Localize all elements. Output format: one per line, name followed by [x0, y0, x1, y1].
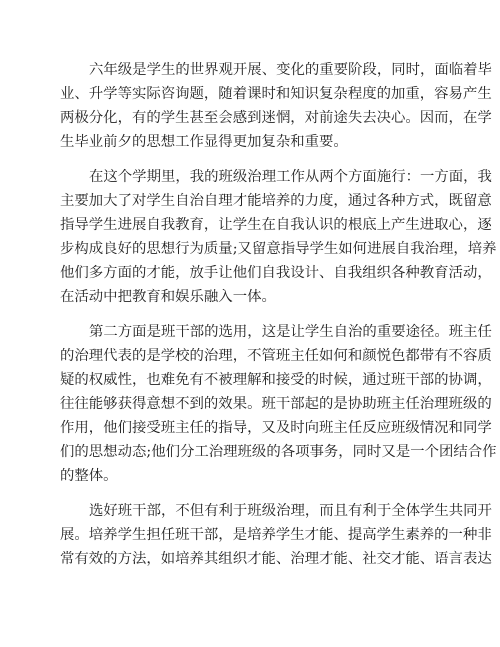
text-line: 在这个学期里，我的班级治理工作从两个方面施行：一方面，我 [89, 169, 492, 185]
text-line: 第二方面是班干部的选用，这是让学生自治的重要途径。班主任 [89, 324, 492, 340]
text-line: 选好班干部，不但有利于班级治理，而且有利于全体学生共同开 [89, 503, 492, 519]
text-line: 展。培养学生担任班干部，是培养学生才能、提高学生素养的一种非 [60, 527, 492, 543]
text-line: 业、升学等实际咨询题，随着课时和知识复杂程度的加重，容易产生 [60, 86, 492, 102]
text-line: 指导学生进展自我教育，让学生在自我认识的根底上产生进取心，逐 [60, 217, 492, 233]
paragraph-4 [60, 499, 492, 571]
paragraph-3 [60, 320, 497, 488]
text-line: 主要加大了对学生自治自理才能培养的力度，通过各种方式，既留意 [60, 193, 492, 209]
text-line: 的整体。 [60, 468, 118, 484]
text-line: 往往能够获得意想不到的效果。班干部起的是协助班主任治理班级的 [60, 396, 492, 412]
paragraph-1 [60, 58, 492, 154]
text-line: 在活动中把教育和娱乐融入一体。 [60, 289, 276, 305]
text-line: 两极分化，有的学生甚至会感到迷惘，对前途失去决心。因而，在学 [60, 110, 492, 126]
text-line: 生毕业前夕的思想工作显得更加复杂和重要。 [60, 134, 348, 150]
document-body [60, 58, 497, 582]
text-line: 们的思想动态;他们分工治理班级的各项事务，同时又是一个团结合作 [60, 444, 497, 460]
text-line: 步构成良好的思想行为质量;又留意指导学生如何进展自我治理，培养 [60, 241, 497, 257]
text-line: 常有效的方法，如培养其组织才能、治理才能、社交才能、语言表达 [60, 551, 492, 567]
text-line: 六年级是学生的世界观开展、变化的重要阶段，同时，面临着毕 [89, 62, 492, 78]
text-line: 他们多方面的才能，放手让他们自我设计、自我组织各种教育活动， [60, 265, 492, 281]
text-line: 疑的权威性，也难免有不被理解和接受的时候，通过班干部的协调， [60, 372, 492, 388]
text-line: 作用，他们接受班主任的指导，又及时向班主任反应班级情况和同学 [60, 420, 492, 436]
text-line: 的治理代表的是学校的治理，不管班主任如何和颜悦色都带有不容质 [60, 348, 492, 364]
paragraph-2 [60, 165, 497, 309]
